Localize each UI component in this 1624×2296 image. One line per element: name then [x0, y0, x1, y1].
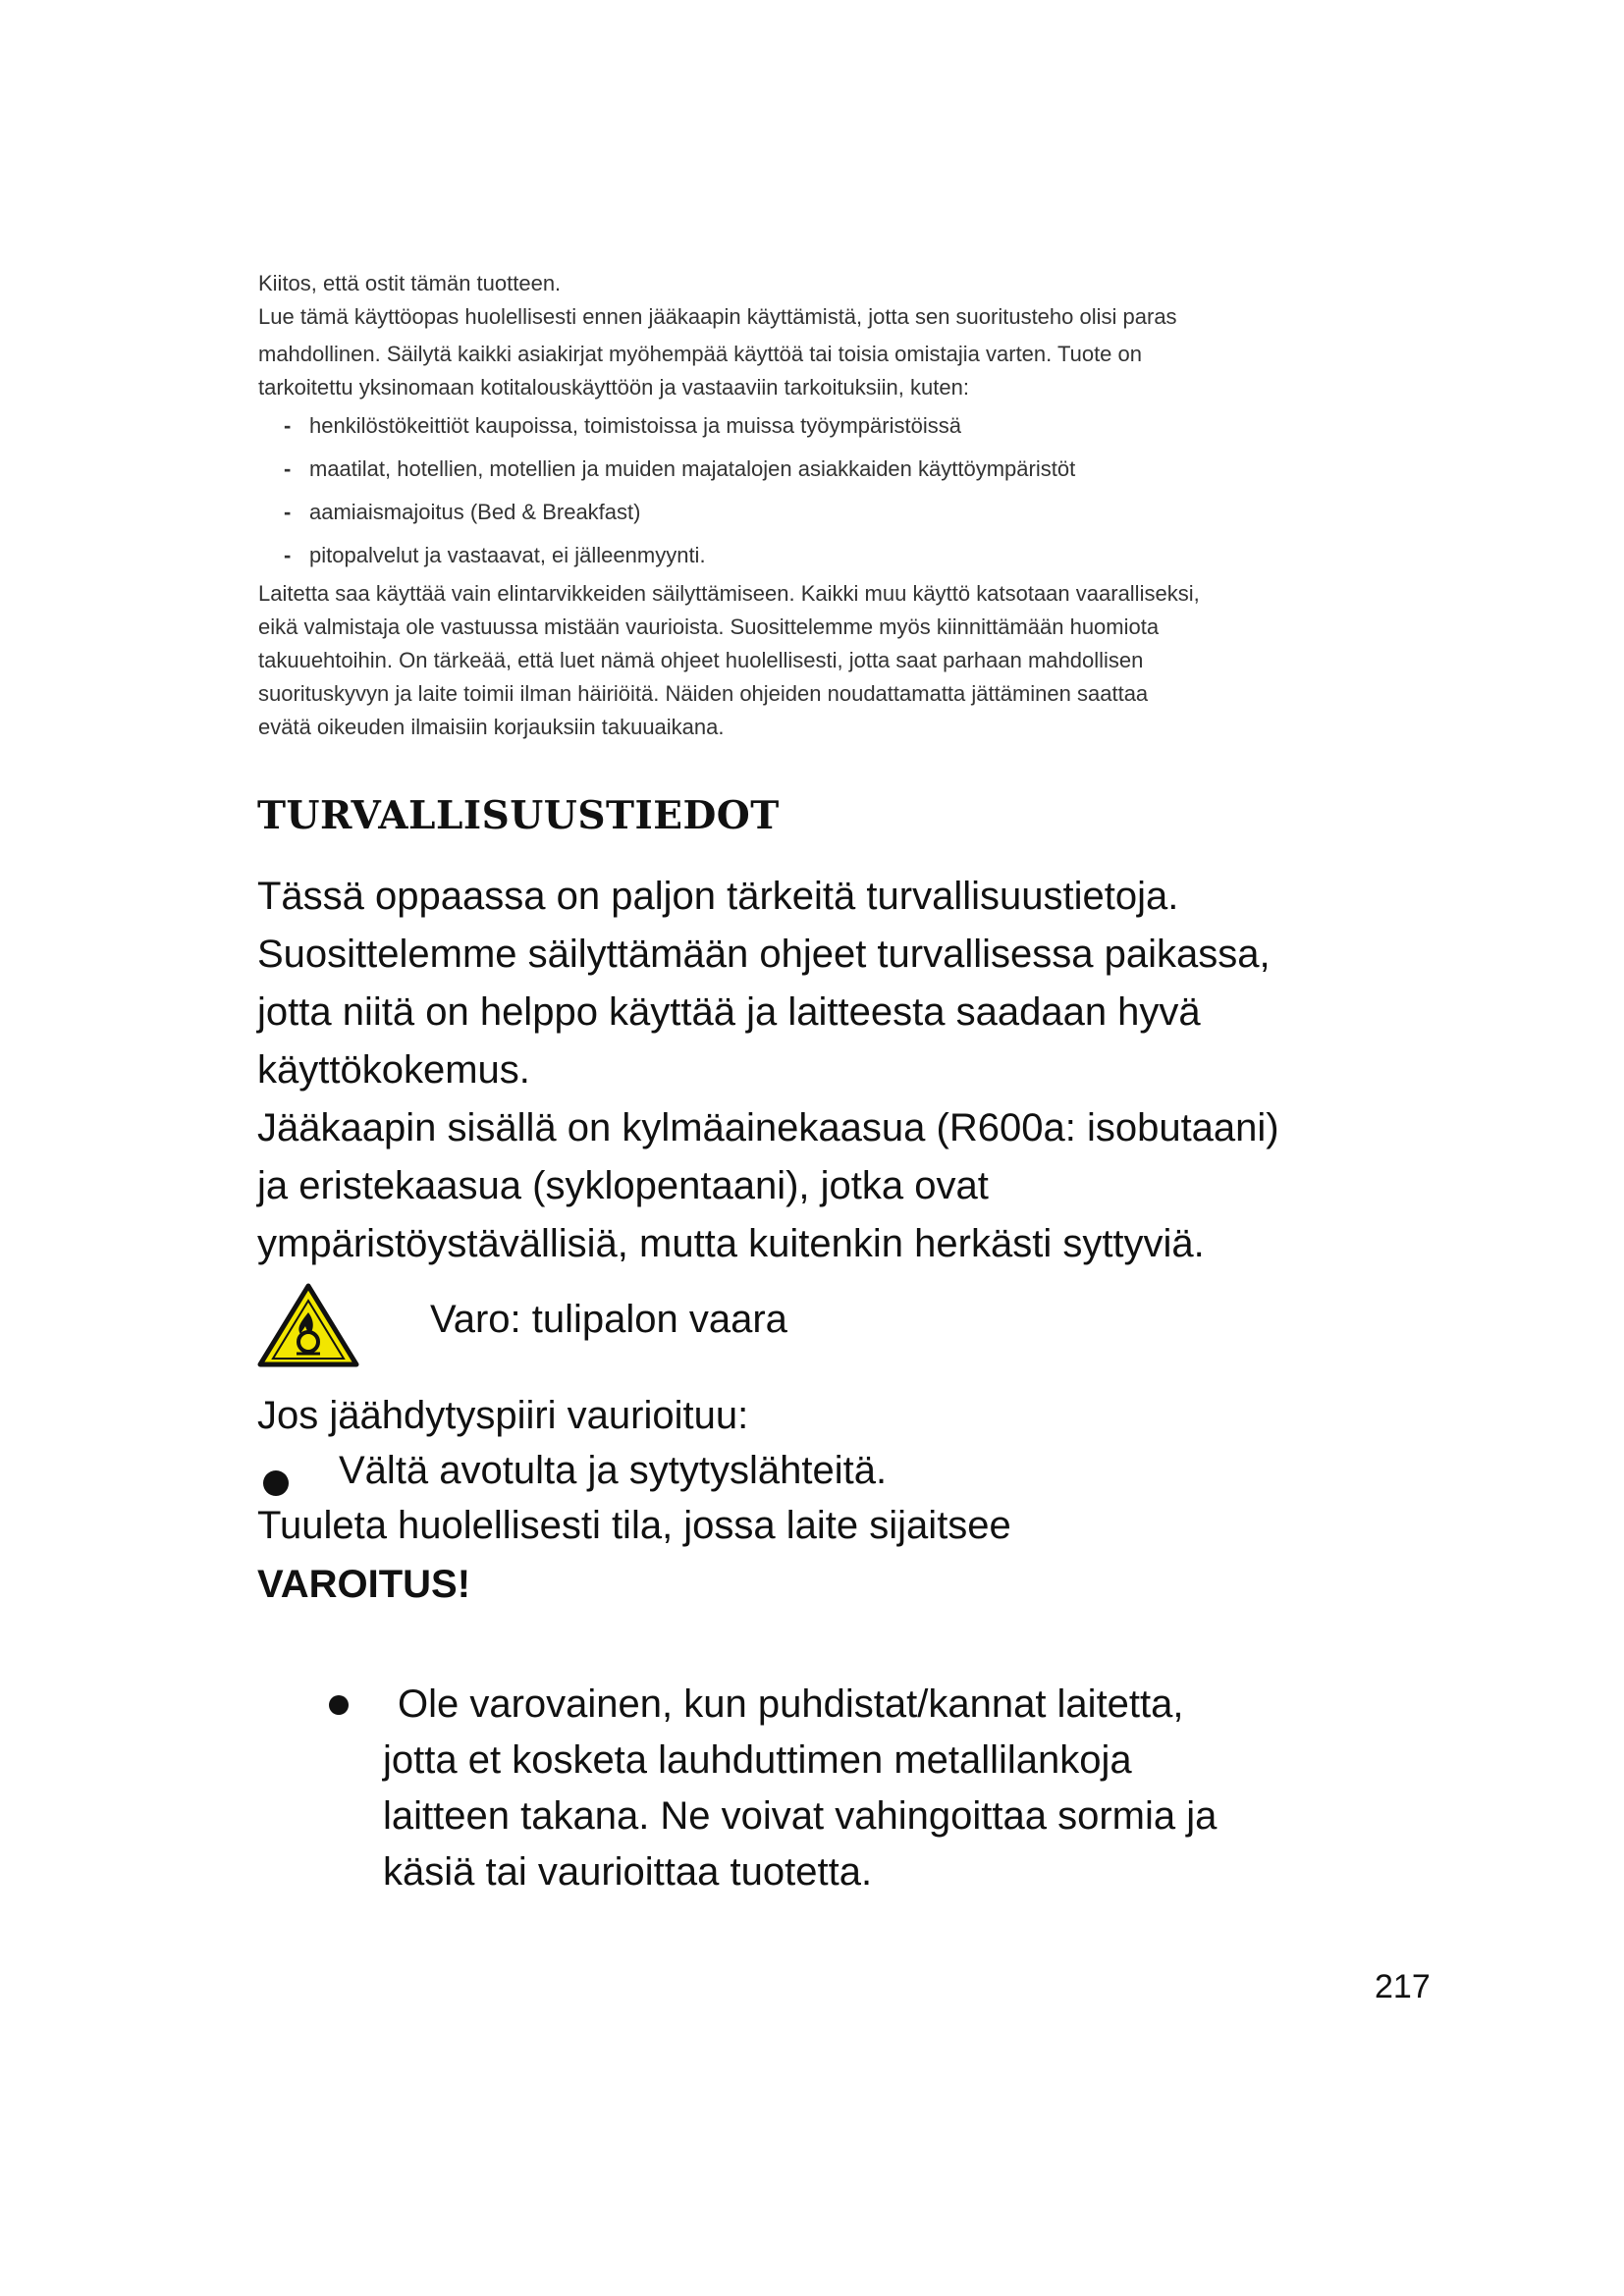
safety-line: ja eristekaasua (syklopentaani), jotka ovat: [257, 1164, 989, 1207]
caution-line: käsiä tai vaurioittaa tuotetta.: [383, 1850, 873, 1894]
safety-line: käyttökokemus.: [257, 1048, 530, 1092]
intended-uses-list: [258, 404, 1397, 577]
avoid-flames-text: Vältä avotulta ja sytytyslähteitä.: [339, 1449, 888, 1492]
intro-line: tarkoitettu yksinomaan kotitalouskäyttöön ja vastaaviin tarkoituksiin, kuten:: [258, 375, 969, 400]
intro-line: Laitetta saa käyttää vain elintarvikkeiden säilyttämiseen. Kaikki muu käyttö katsotaan vaaralliseksi,: [258, 581, 1200, 606]
safety-line: Jääkaapin sisällä on kylmäainekaasua (R600a: isobutaani): [257, 1106, 1279, 1149]
intro-line: Lue tämä käyttöopas huolellisesti ennen jääkaapin käyttämistä, jotta sen suoritusteho olisi paras: [258, 304, 1177, 329]
caution-paragraph: [383, 1677, 1414, 1900]
bullet-icon: [263, 1470, 289, 1496]
safety-line: ympäristöystävällisiä, mutta kuitenkin herkästi syttyviä.: [257, 1222, 1205, 1265]
list-item: - henkilöstökeittiöt kaupoissa, toimistoissa ja muissa työympäristöissä: [272, 404, 1397, 448]
safety-line: jotta niitä on helppo käyttää ja laitteesta saadaan hyvä: [257, 990, 1201, 1034]
intro-line: evätä oikeuden ilmaisiin korjauksiin takuuaikana.: [258, 715, 725, 739]
intro-section: [258, 267, 1397, 744]
intro-line: takuuehtoihin. On tärkeää, että luet nämä ohjeet huolellisesti, jotta saat parhaan mahdollisen: [258, 648, 1144, 672]
safety-line: Tässä oppaassa on paljon tärkeitä turvallisuustietoja.: [257, 875, 1179, 918]
list-item: - pitopalvelut ja vastaavat, ei jälleenmyynti.: [272, 534, 1397, 577]
caution-line: Ole varovainen, kun puhdistat/kannat laitetta,: [398, 1682, 1184, 1726]
caution-line: jotta et kosketa lauhduttimen metallilankoja: [383, 1738, 1132, 1782]
intro-line: eikä valmistaja ole vastuussa mistään vaurioista. Suosittelemme myös kiinnittämään huomiota: [258, 614, 1160, 639]
safety-line: Suosittelemme säilyttämään ohjeet turvallisessa paikassa,: [257, 933, 1271, 976]
page-number: 217: [1375, 1968, 1431, 2005]
bullet-icon: [329, 1695, 349, 1715]
intro-line: mahdollinen. Säilytä kaikki asiakirjat myöhempää käyttöä tai toisia omistajia varten. Tuote on: [258, 342, 1143, 366]
list-item: - maatilat, hotellien, motellien ja muiden majatalojen asiakkaiden käyttöympäristöt: [272, 448, 1397, 491]
safety-paragraph: [257, 868, 1435, 1273]
caution-line: laitteen takana. Ne voivat vahingoittaa sormia ja: [383, 1794, 1218, 1838]
section-title: TURVALLISUUSTIEDOT: [257, 793, 780, 838]
ventilate-text: Tuuleta huolellisesti tila, jossa laite sijaitsee: [257, 1504, 1011, 1547]
list-item: - aamiaismajoitus (Bed & Breakfast): [272, 491, 1397, 534]
fire-warning-text: Varo: tulipalon vaara: [430, 1298, 787, 1341]
damaged-circuit-text: Jos jäähdytyspiiri vaurioituu:: [257, 1394, 749, 1437]
flammable-warning-icon: [257, 1283, 359, 1367]
intro-thanks: Kiitos, että ostit tämän tuotteen.: [258, 271, 562, 295]
intro-line: suorituskyvyn ja laite toimii ilman häiriöitä. Näiden ohjeiden noudattamatta jättäminen saattaa: [258, 681, 1149, 706]
fire-warning-row: [257, 1281, 359, 1369]
warning-label: VAROITUS!: [257, 1563, 471, 1606]
